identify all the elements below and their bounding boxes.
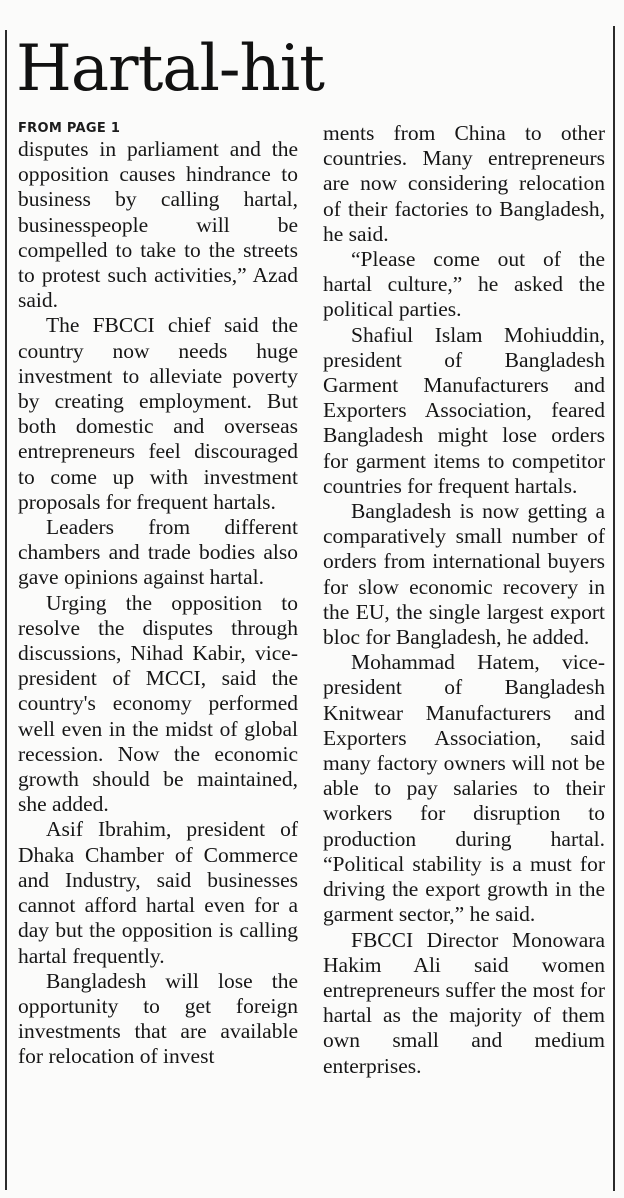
article-column-right xyxy=(323,121,605,1079)
paragraph: Leaders from different chambers and trade bodies also gave opinions against hartal. xyxy=(18,515,298,590)
right-column-rule xyxy=(613,26,615,1191)
continued-from-label: FROM PAGE 1 xyxy=(18,121,121,136)
paragraph: Urging the opposition to resolve the disputes through discussions, Nihad Kabir, vice-president of MCCI, said the country's economy performed well even in the midst of global recession. Now the economic growth should be maintained, she added. xyxy=(18,590,298,817)
paragraph: Asif Ibrahim, president of Dhaka Chamber of Commerce and Industry, said businesses cannot afford hartal even for a day but the opposition is calling hartal frequently. xyxy=(18,817,298,968)
paragraph: Shafiul Islam Mohiuddin, president of Bangladesh Garment Manufacturers and Exporters Association, feared Bangladesh might lose orders for garment items to competitor countries for frequent hartals. xyxy=(323,322,605,498)
paragraph: The FBCCI chief said the country now needs huge investment to alleviate poverty by creating employment. But both domestic and overseas entrepreneurs feel discouraged to come up with investment proposals for frequent hartals. xyxy=(18,313,298,514)
paragraph: FBCCI Director Monowara Hakim Ali said women entrepreneurs suffer the most for hartal as the majority of them own small and medium enterprises. xyxy=(323,927,605,1078)
paragraph: Bangladesh will lose the opportunity to get foreign investments that are available for relocation of invest xyxy=(18,968,298,1069)
article-headline: Hartal-hit xyxy=(16,32,324,106)
paragraph: “Please come out of the hartal culture,” he asked the political parties. xyxy=(323,247,605,322)
paragraph: disputes in parliament and the opposition causes hindrance to business by calling hartal, businesspeople will be compelled to take to the streets to protest such activities,” Azad said. xyxy=(18,137,298,313)
paragraph: ments from China to other countries. Many entrepreneurs are now considering relocation of their factories to Bangladesh, he said. xyxy=(323,121,605,246)
article-column-left xyxy=(18,121,298,1070)
left-column-rule xyxy=(5,30,7,1190)
paragraph: Mohammad Hatem, vice-president of Bangladesh Knitwear Manufacturers and Exporters Association, said many factory owners will not be able to pay salaries to their workers for disruption to production during hartal. “Political stability is a must for driving the export growth in the garment sector,” he said. xyxy=(323,650,605,927)
paragraph: Bangladesh is now getting a comparatively small number of orders from international buyers for slow economic recovery in the EU, the single largest export bloc for Bangladesh, he added. xyxy=(323,499,605,650)
